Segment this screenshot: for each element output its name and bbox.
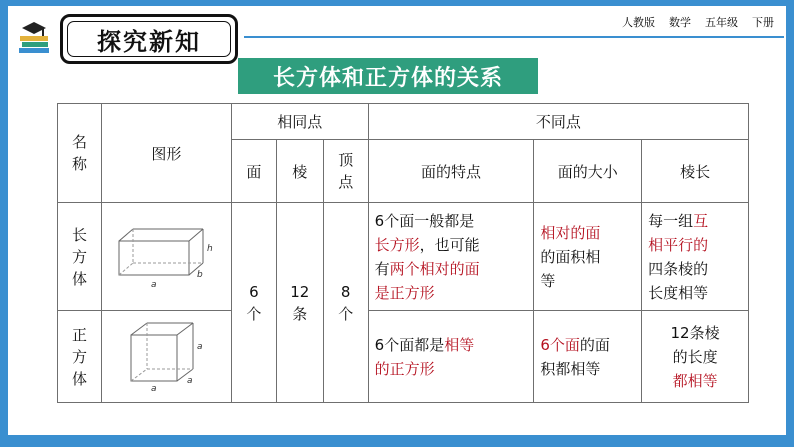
subject: 数学: [669, 16, 691, 29]
header-different: 不同点: [368, 104, 748, 140]
cuboid-figure: [101, 203, 231, 311]
header-vertex: 顶 点: [323, 140, 368, 203]
lesson-subtitle: 长方体和正方体的关系: [238, 58, 538, 94]
header-face-size: 面的大小: [534, 140, 642, 203]
cuboid-edge-length: 每一组互 相平行的 四条棱的 长度相等: [642, 203, 749, 311]
cube-figure: [101, 311, 231, 403]
header-same: 相同点: [231, 104, 368, 140]
cube-name: 正 方 体: [58, 311, 102, 403]
section-title: 探究新知: [67, 21, 231, 57]
cuboid-name: 长 方 体: [58, 203, 102, 311]
volume: 下册: [752, 16, 774, 29]
cube-face-size: 6个面的面 积都相等: [534, 311, 642, 403]
publisher: 人教版: [622, 16, 655, 29]
comparison-table: [57, 103, 749, 403]
cuboid-face-feature: 6个面一般都是 长方形，也可能 有两个相对的面 是正方形: [368, 203, 534, 311]
same-face-count: 6 个: [231, 203, 276, 403]
header-face-feature: 面的特点: [368, 140, 534, 203]
cube-edge-length: 12条棱 的长度 都相等: [642, 311, 749, 403]
cuboid-drawing: [111, 219, 221, 291]
cuboid-label-b: b: [197, 269, 204, 280]
same-vertex-count: 8 个: [323, 203, 368, 403]
cube-label-a2: a: [197, 341, 203, 352]
books-grad-cap-icon: [14, 16, 54, 56]
same-edge-count: 12 条: [276, 203, 323, 403]
cuboid-label-h: h: [207, 243, 214, 254]
header-face: 面: [231, 140, 276, 203]
footer-bar: [8, 435, 786, 447]
grade: 五年级: [705, 16, 738, 29]
header-shape: 图形: [101, 104, 231, 203]
header-edge-length: 棱长: [642, 140, 749, 203]
cuboid-face-size: 相对的面 的面积相 等: [534, 203, 642, 311]
section-title-box: [60, 14, 238, 64]
course-meta: [622, 14, 774, 30]
cube-label-a3: a: [187, 375, 193, 386]
header-edge: 棱: [276, 140, 323, 203]
cube-face-feature: 6个面都是相等 的正方形: [368, 311, 534, 403]
header-divider: [244, 36, 784, 38]
cuboid-label-a: a: [151, 279, 157, 290]
header-name: 名 称: [58, 104, 102, 203]
cube-label-a1: a: [151, 383, 157, 393]
cube-drawing: [111, 317, 221, 393]
